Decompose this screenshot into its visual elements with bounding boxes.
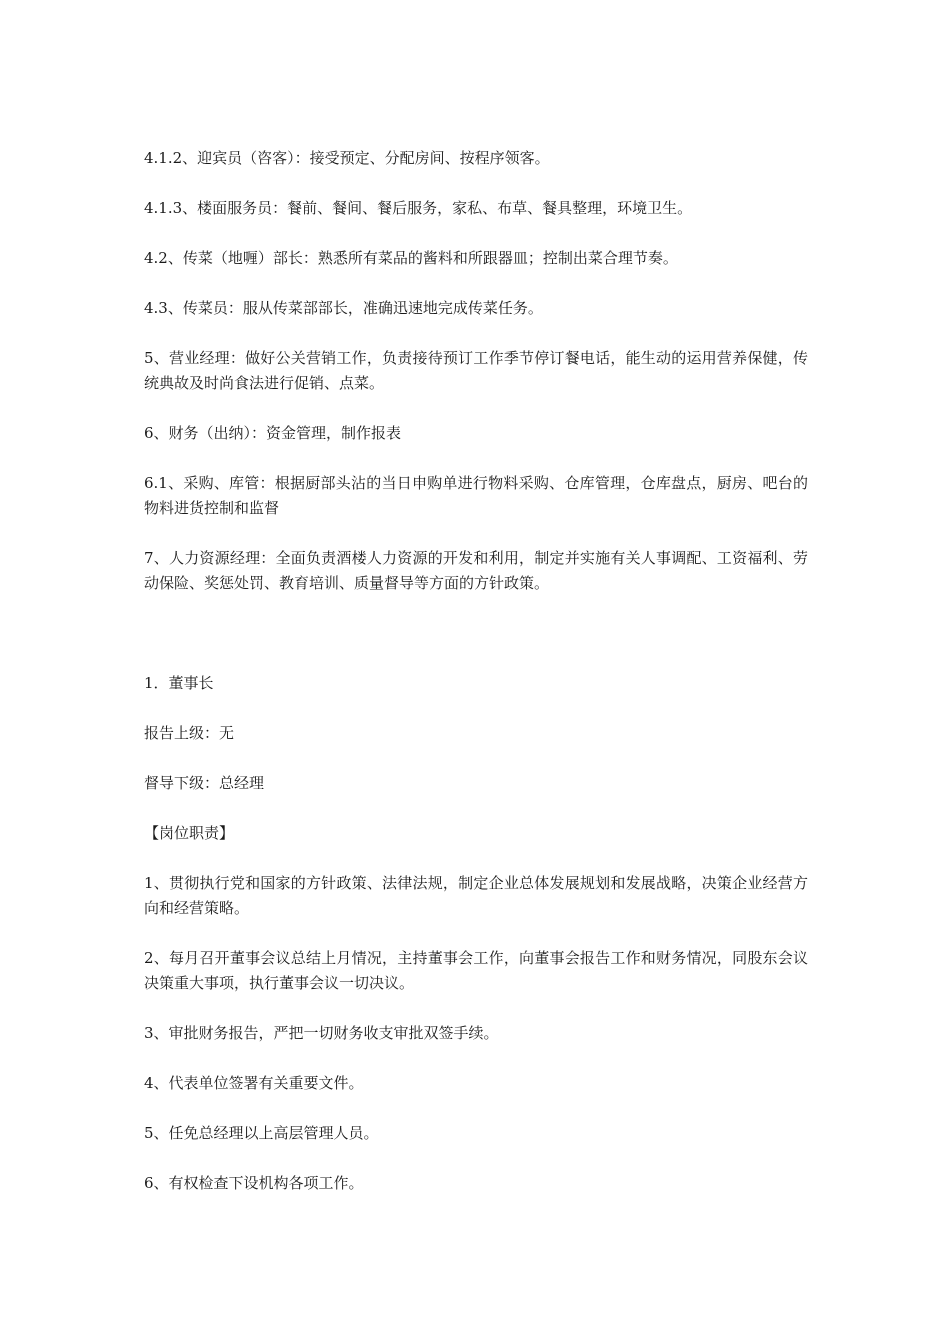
- duty-item: 5、任免总经理以上高层管理人员。: [144, 1124, 379, 1142]
- paragraph-sales-manager: 5、营业经理：做好公关营销工作，负责接待预订工作季节停订餐电话，能生动的运用营养保健，传统典故及时尚食法进行促销、点菜。: [144, 349, 808, 392]
- paragraph-floor-waiter: 4.1.3、楼面服务员：餐前、餐间、餐后服务，家私、布草、餐具整理，环境卫生。: [144, 199, 693, 217]
- paragraph-finance: 6、财务（出纳）：资金管理，制作报表: [144, 424, 402, 442]
- duty-item: 4、代表单位签署有关重要文件。: [144, 1074, 364, 1092]
- section-gap: [144, 621, 808, 671]
- duty-item: 6、有权检查下设机构各项工作。: [144, 1174, 364, 1192]
- section-heading-chairman: 1．董事长: [144, 674, 214, 692]
- duty-item: 2、每月召开董事会议总结上月情况，主持董事会工作，向董事会报告工作和财务情况，同股东会议决策重大事项，执行董事会议一切决议。: [144, 949, 808, 992]
- paragraph-runner-lead: 4.2、传菜（地喱）部长：熟悉所有菜品的酱料和所跟器皿；控制出菜合理节奏。: [144, 249, 678, 267]
- supervise-subordinate: 督导下级：总经理: [144, 774, 265, 792]
- duty-item: 3、审批财务报告，严把一切财务收支审批双签手续。: [144, 1024, 499, 1042]
- document-page: [144, 146, 808, 1221]
- duty-item: 1、贯彻执行党和国家的方针政策、法律法规，制定企业总体发展规划和发展战略，决策企业经营方向和经营策略。: [144, 874, 808, 917]
- paragraph-hr-manager: 7、人力资源经理：全面负责酒楼人力资源的开发和利用，制定并实施有关人事调配、工资福利、劳动保险、奖惩处罚、教育培训、质量督导等方面的方针政策。: [144, 549, 808, 592]
- paragraph-runner: 4.3、传菜员：服从传菜部部长，准确迅速地完成传菜任务。: [144, 299, 543, 317]
- paragraph-purchasing: 6.1、采购、库管：根据厨部头沾的当日申购单进行物料采购、仓库管理，仓库盘点，厨房、吧台的物料进货控制和监督: [144, 474, 808, 517]
- report-superior: 报告上级：无: [144, 724, 235, 742]
- duties-heading: 【岗位职责】: [144, 824, 235, 842]
- paragraph-greeter: 4.1.2、迎宾员（咨客）：接受预定、分配房间、按程序领客。: [144, 149, 550, 167]
